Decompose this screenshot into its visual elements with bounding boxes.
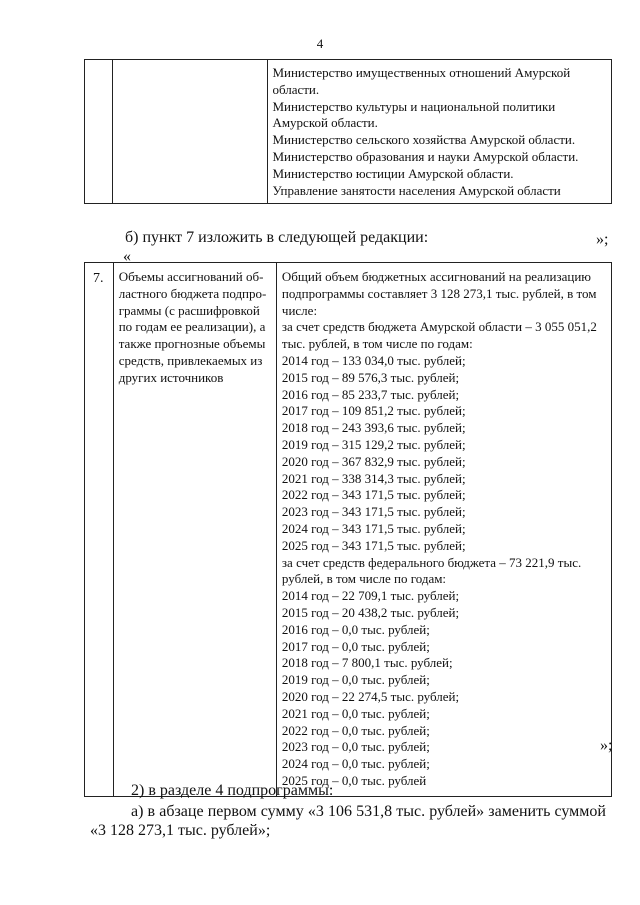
item-2-text: 2) в разделе 4 подпрограммы: <box>131 782 334 799</box>
table2-value-line: 2016 год – 0,0 тыс. рублей; <box>281 621 430 637</box>
table2-label-cell <box>113 263 276 797</box>
table2-label-line: граммы (с расшифровкой <box>118 302 260 318</box>
page-number: 4 <box>316 36 324 51</box>
table2-value-line: Общий объем бюджетных ассигнований на реализацию <box>281 269 592 284</box>
table1-line: Министерство юстиции Амурской области. <box>272 165 514 181</box>
table2-value-line: 2025 год – 0,0 тыс. рублей <box>281 772 427 788</box>
table2-value-line: за счет средств бюджета Амурской области – 3 055 051,2 <box>281 319 597 335</box>
table1-number-cell <box>85 60 113 204</box>
table1-line: области. <box>272 81 320 97</box>
table2-label-line: по годам ее реализации), а <box>118 319 266 335</box>
table2-value-line: 2018 год – 243 393,6 тыс. рублей; <box>281 420 466 436</box>
table1-line: Управление занятости населения Амурской области <box>272 182 561 198</box>
table2-value-line: 2022 год – 343 171,5 тыс. рублей; <box>281 487 466 503</box>
table2-label-line: ластного бюджета подпро- <box>118 285 267 301</box>
table2-value-line: 2024 год – 343 171,5 тыс. рублей; <box>281 520 466 536</box>
table2-value-cell <box>276 263 611 797</box>
table2-value-line: 2017 год – 109 851,2 тыс. рублей; <box>281 403 466 419</box>
table1-line: Министерство образования и науки Амурской области. <box>272 148 579 164</box>
closing-quote: »; <box>596 231 609 248</box>
table2-value-line: 2015 год – 20 438,2 тыс. рублей; <box>281 604 460 620</box>
opening-quote: « <box>123 248 131 265</box>
item-a-text-line2: «3 128 273,1 тыс. рублей»; <box>90 822 271 839</box>
table2-value-line: тыс. рублей, в том числе по годам: <box>281 336 473 352</box>
closing-quote: »; <box>600 737 613 754</box>
table1-line: Министерство сельского хозяйства Амурской области. <box>272 132 576 148</box>
table2-value-line: 2023 год – 0,0 тыс. рублей; <box>281 739 430 755</box>
table2-value-line: 2025 год – 343 171,5 тыс. рублей; <box>281 537 466 553</box>
table2-value-line: за счет средств федерального бюджета – 73 221,9 тыс. <box>281 554 582 570</box>
responsible-executors-table <box>84 59 612 204</box>
table2-value-line: 2014 год – 133 034,0 тыс. рублей; <box>281 352 466 368</box>
table2-value-line: 2021 год – 338 314,3 тыс. рублей; <box>281 470 466 486</box>
table2-value-line: подпрограммы составляет 3 128 273,1 тыс. рублей, в том <box>281 285 597 301</box>
table-row <box>85 60 612 204</box>
table1-line: Министерство имущественных отношений Амурской <box>272 65 571 80</box>
table2-label-line: также прогнозные объемы <box>118 336 266 352</box>
table1-line: Амурской области. <box>272 115 378 131</box>
table2-value-line: 2015 год – 89 576,3 тыс. рублей; <box>281 369 460 385</box>
table2-value-line: 2020 год – 367 832,9 тыс. рублей; <box>281 453 466 469</box>
table2-value-line: 2014 год – 22 709,1 тыс. рублей; <box>281 588 460 604</box>
table2-number-cell: 7. <box>85 263 114 797</box>
table2-value-line: 2019 год – 0,0 тыс. рублей; <box>281 672 430 688</box>
table2-value-line: числе: <box>281 302 318 318</box>
table2-value-line: рублей, в том числе по годам: <box>281 571 447 587</box>
item-a-text-line1: а) в абзаце первом сумму «3 106 531,8 тыс. рублей» заменить суммой <box>131 803 606 820</box>
table2-value-line: 2024 год – 0,0 тыс. рублей; <box>281 756 430 772</box>
table2-value-line: 2017 год – 0,0 тыс. рублей; <box>281 638 430 654</box>
item-b-text: б) пункт 7 изложить в следующей редакции: <box>125 229 429 246</box>
table-row <box>85 263 612 797</box>
table2-value-line: 2020 год – 22 274,5 тыс. рублей; <box>281 688 460 704</box>
table2-value-line: 2016 год – 85 233,7 тыс. рублей; <box>281 386 460 402</box>
table2-value-line: 2022 год – 0,0 тыс. рублей; <box>281 722 430 738</box>
table2-value-line: 2023 год – 343 171,5 тыс. рублей; <box>281 504 466 520</box>
table2-value-line: 2021 год – 0,0 тыс. рублей; <box>281 705 430 721</box>
table1-label-cell <box>112 60 268 204</box>
budget-allocation-table <box>84 262 612 797</box>
table2-value-line: 2018 год – 7 800,1 тыс. рублей; <box>281 655 453 671</box>
table1-line: Министерство культуры и национальной политики <box>272 98 556 114</box>
table2-label-line: других источников <box>118 369 224 385</box>
table2-value-line: 2019 год – 315 129,2 тыс. рублей; <box>281 436 466 452</box>
table1-value-cell <box>268 60 612 204</box>
table2-label-line: средств, привлекаемых из <box>118 352 263 368</box>
table2-label-line: Объемы ассигнований об- <box>118 269 264 284</box>
